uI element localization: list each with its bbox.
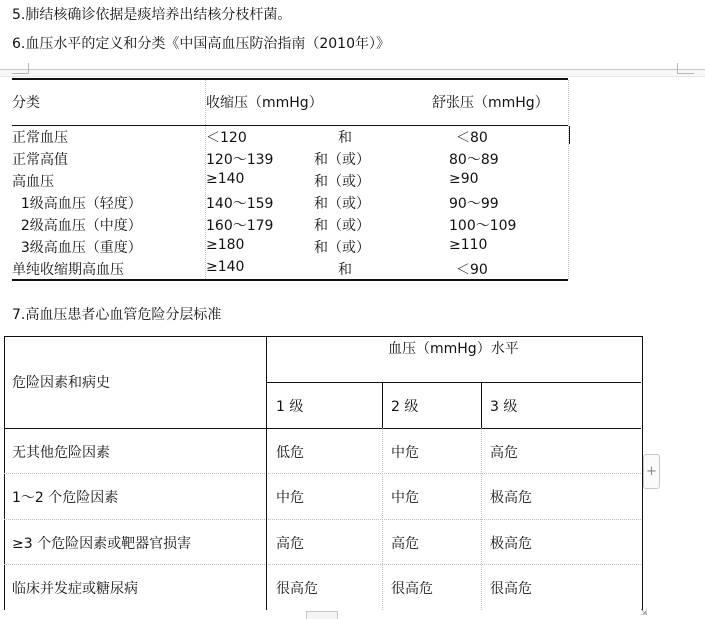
table-row-diastolic[interactable]: ≥110 bbox=[449, 237, 488, 253]
row-divider bbox=[4, 428, 641, 429]
table-row-diastolic[interactable]: ＜90 bbox=[456, 262, 488, 278]
table-row-factor[interactable]: 无其他危险因素 bbox=[12, 445, 110, 461]
table-row-diastolic[interactable]: ≥90 bbox=[449, 171, 479, 187]
paragraph-7: 7.高血压患者心血管危险分层标准 bbox=[12, 307, 222, 323]
table-row-grade-3[interactable]: 很高危 bbox=[490, 581, 532, 597]
table-row-grade-2[interactable]: 很高危 bbox=[391, 581, 433, 597]
table-row-category[interactable]: 正常血压 bbox=[12, 130, 68, 146]
table-row-conj[interactable]: 和（或） bbox=[314, 240, 370, 256]
table-row-conj[interactable]: 和（或） bbox=[314, 196, 370, 212]
add-column-button[interactable]: + bbox=[643, 454, 660, 489]
header-grade-2[interactable]: 2 级 bbox=[391, 399, 419, 415]
table-row-conj[interactable]: 和（或） bbox=[314, 218, 370, 234]
table-row-systolic[interactable]: ≥140 bbox=[206, 171, 245, 187]
column-divider bbox=[481, 382, 482, 428]
table-row-category[interactable]: 单纯收缩期高血压 bbox=[12, 262, 124, 278]
page-break bbox=[0, 69, 705, 77]
table-row-systolic[interactable]: 140～159 bbox=[206, 196, 274, 212]
table-row-diastolic[interactable]: 80～89 bbox=[449, 152, 499, 168]
row-divider bbox=[266, 382, 641, 383]
table-row-factor[interactable]: 临床并发症或糖尿病 bbox=[12, 581, 138, 597]
table-row-systolic[interactable]: ＜120 bbox=[206, 130, 247, 146]
table-row-category[interactable]: 2级高血压（中度） bbox=[12, 218, 142, 234]
table-bottom-rule bbox=[12, 279, 568, 281]
table-header-rule bbox=[12, 125, 568, 126]
table-row-grade-2[interactable]: 中危 bbox=[391, 490, 419, 506]
table-row-grade-2[interactable]: 中危 bbox=[391, 445, 419, 461]
table-row-category[interactable]: 正常高值 bbox=[12, 152, 68, 168]
paragraph-6: 6.血压水平的定义和分类《中国高血压防治指南（2010年）》 bbox=[12, 36, 390, 52]
resize-corner-icon[interactable]: ⇲ bbox=[640, 608, 648, 618]
header-diastolic[interactable]: 舒张压（mmHg） bbox=[432, 95, 549, 111]
header-grade-3[interactable]: 3 级 bbox=[490, 399, 518, 415]
header-risk-factors[interactable]: 危险因素和病史 bbox=[12, 375, 110, 391]
row-divider bbox=[4, 519, 641, 520]
column-divider bbox=[382, 428, 383, 610]
table-row-grade-1[interactable]: 中危 bbox=[276, 490, 304, 506]
table-row-grade-3[interactable]: 极高危 bbox=[490, 536, 532, 552]
table-row-factor[interactable]: ≥3 个危险因素或靶器官损害 bbox=[12, 536, 192, 552]
margin-mark-left bbox=[12, 63, 29, 74]
table-row-conj[interactable]: 和 bbox=[338, 262, 352, 278]
table-row-systolic[interactable]: 160～179 bbox=[206, 218, 274, 234]
table-row-diastolic[interactable]: ＜80 bbox=[456, 130, 488, 146]
risk-stratification-table bbox=[4, 336, 642, 610]
column-divider bbox=[266, 336, 267, 610]
table-row-category[interactable]: 3级高血压（重度） bbox=[12, 240, 142, 256]
column-divider bbox=[382, 382, 383, 428]
table-row-conj[interactable]: 和（或） bbox=[314, 174, 370, 190]
table-row-diastolic[interactable]: 100～109 bbox=[449, 218, 517, 234]
column-gridline bbox=[568, 80, 569, 279]
table-row-conj[interactable]: 和（或） bbox=[314, 152, 370, 168]
table-row-category[interactable]: 高血压 bbox=[12, 174, 54, 190]
margin-mark-right bbox=[677, 63, 694, 74]
header-bp-level[interactable]: 血压（mmHg）水平 bbox=[388, 341, 519, 357]
table-row-systolic[interactable]: ≥140 bbox=[206, 259, 245, 275]
header-grade-1[interactable]: 1 级 bbox=[276, 399, 304, 415]
row-divider bbox=[4, 564, 641, 565]
column-divider bbox=[481, 428, 482, 610]
table-row-grade-2[interactable]: 高危 bbox=[391, 536, 419, 552]
table-row-grade-1[interactable]: 很高危 bbox=[276, 581, 318, 597]
table-row-category[interactable]: 1级高血压（轻度） bbox=[12, 196, 142, 212]
paragraph-5: 5.肺结核确诊依据是痰培养出结核分枝杆菌。 bbox=[12, 7, 292, 23]
header-category[interactable]: 分类 bbox=[12, 95, 40, 111]
table-row-grade-1[interactable]: 高危 bbox=[276, 536, 304, 552]
table-row-diastolic[interactable]: 90～99 bbox=[449, 196, 499, 212]
header-systolic[interactable]: 收缩压（mmHg） bbox=[206, 95, 323, 111]
table-row-grade-3[interactable]: 极高危 bbox=[490, 490, 532, 506]
table-row-systolic[interactable]: 120～139 bbox=[206, 152, 274, 168]
table-row-grade-1[interactable]: 低危 bbox=[276, 445, 304, 461]
table-row-factor[interactable]: 1～2 个危险因素 bbox=[12, 490, 119, 506]
table-row-conj[interactable]: 和 bbox=[338, 130, 352, 146]
table-row-grade-3[interactable]: 高危 bbox=[490, 445, 518, 461]
table-top-rule bbox=[12, 78, 568, 80]
text-cursor bbox=[569, 126, 570, 144]
row-divider bbox=[4, 473, 641, 474]
table-row-systolic[interactable]: ≥180 bbox=[206, 237, 245, 253]
